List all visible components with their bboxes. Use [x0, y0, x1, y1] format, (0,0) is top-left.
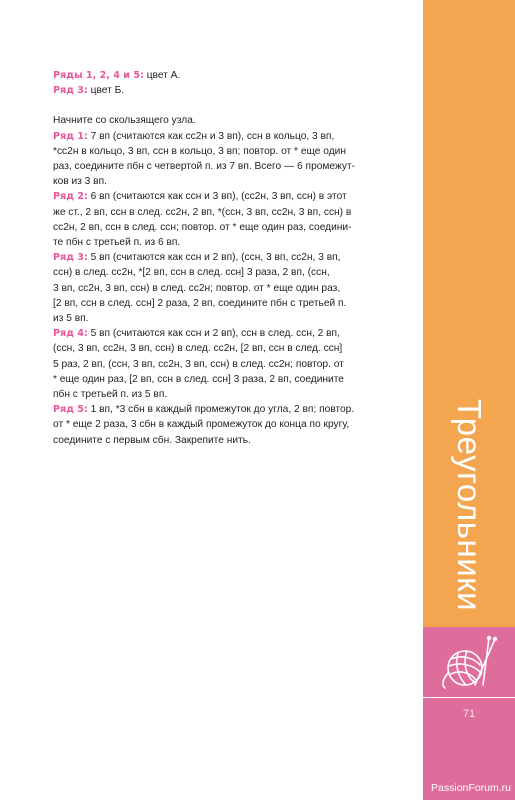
row-2-line: же ст., 2 вп, ссн в след. сс2н, 2 вп, *(ссн, 3 вп, сс2н, 3 вп, ссн) в: [53, 206, 352, 218]
row-3-line: ссн) в след. сс2н, *[2 вп, ссн в след. ссн] 3 раза, 2 вп, (ссн,: [53, 267, 330, 279]
intro-colors-a: [53, 68, 408, 83]
row-4-line: 5 раз, 2 вп, (ссн, 3 вп, сс2н, 3 вп, ссн) в след. сс2н; повтор. от: [53, 358, 344, 370]
row-3-line-1: Ряд 3: 5 вп (считаются как ссн и 2 вп), (ссн, 3 вп, сс2н, 3 вп,: [53, 252, 341, 264]
chapter-title: Треугольники: [451, 398, 488, 612]
row-4-line: * еще один раз, [2 вп, ссн в след. ссн] 3 раза, 2 вп, соедините: [53, 373, 344, 385]
row-5-line-1: Ряд 5: 1 вп, *3 сбн в каждый промежуток до угла, 2 вп; повтор.: [53, 404, 355, 416]
row-3-line: 3 вп, сс2н, 3 вп, ссн) в след. сс2н; повтор. от * еще один раз,: [53, 282, 341, 294]
row-4-line-1: Ряд 4: 5 вп (считаются как ссн и 2 вп), ссн в след. ссн, 2 вп,: [53, 328, 340, 340]
row-label: Ряд 5:: [53, 404, 88, 416]
row-text: цвет Б.: [87, 85, 125, 97]
row-4-line: пбн с третьей п. из 5 вп.: [53, 389, 168, 401]
row-4-line: (ссн, 3 вп, сс2н, 3 вп, ссн) в след. сс2н, [2 вп, ссн в след. ссн]: [53, 343, 343, 355]
yarn-ball-icon: [439, 635, 499, 691]
row-label: Ряд 3:: [53, 85, 88, 97]
row-label: Ряды 1, 2, 4 и 5:: [53, 70, 144, 81]
row-3-line: [2 вп, ссн в след. ссн] 2 раза, 2 вп, соедините пбн с третьей п.: [53, 297, 347, 309]
row-label: Ряд 1:: [53, 130, 88, 142]
start-instruction: Начните со скользящего узла.: [53, 115, 196, 127]
row-5-line: от * еще 2 раза, 3 сбн в каждый промежуток до конца по кругу,: [53, 419, 350, 431]
row-text: цвет А.: [143, 70, 181, 81]
row-2-line-1: Ряд 2: 6 вп (считаются как ссн и 3 вп), (сс2н, 3 вп, ссн) в этот: [53, 191, 347, 203]
row-2-line: те пбн с третьей п. из 6 вп.: [53, 237, 181, 249]
sidebar-divider: [423, 697, 515, 698]
row-label: Ряд 2:: [53, 191, 88, 203]
row-label: Ряд 4:: [53, 328, 88, 340]
row-1-line: *сс2н в кольцо, 3 вп, ссн в кольцо, 3 вп; повтор. от * еще один: [53, 145, 346, 157]
row-label: Ряд 3:: [53, 252, 88, 264]
row-1-line-1: Ряд 1: 7 вп (считаются как сс2н и 3 вп), ссн в кольцо, 3 вп,: [53, 130, 335, 142]
intro-colors-b: [53, 83, 408, 98]
row-1-line: раз, соедините пбн с четвертой п. из 7 вп. Всего — 6 промежут-: [53, 161, 356, 173]
row-1-line: ков из 3 вп.: [53, 176, 107, 188]
chapter-sidebar: [423, 0, 515, 800]
watermark: PassionForum.ru: [431, 782, 511, 794]
row-5-line: соедините с первым сбн. Закрепите нить.: [53, 434, 251, 446]
row-3-line: из 5 вп.: [53, 313, 89, 325]
row-2-line: сс2н, 2 вп, ссн в след. ссн; повтор. от * еще один раз, соедини-: [53, 221, 352, 233]
pattern-text: [53, 68, 408, 448]
page-number: 71: [462, 708, 476, 720]
